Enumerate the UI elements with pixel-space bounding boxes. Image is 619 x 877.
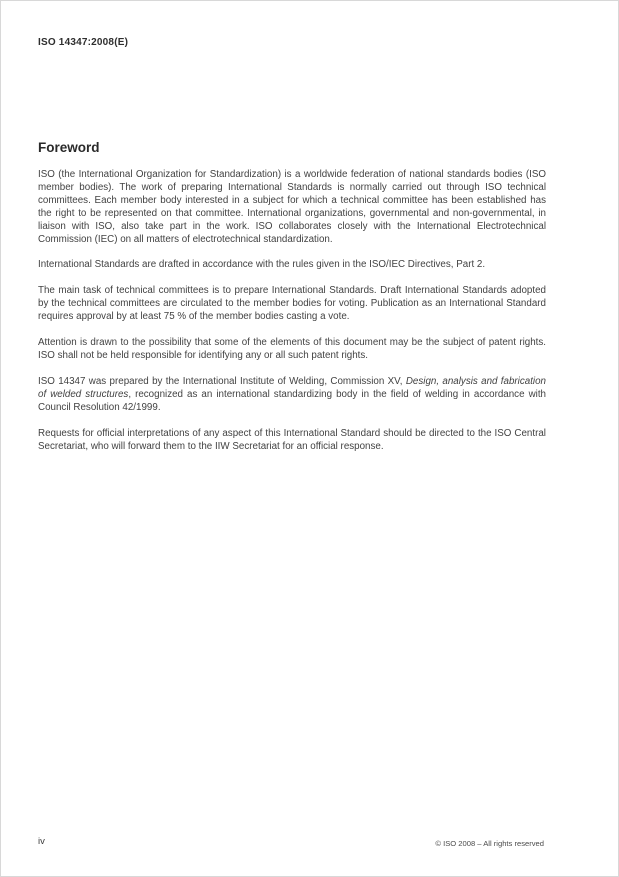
foreword-paragraph xyxy=(38,428,546,454)
document-reference-header: ISO 14347:2008(E) xyxy=(38,37,129,48)
foreword-body xyxy=(38,169,546,466)
foreword-paragraph xyxy=(38,376,546,415)
foreword-paragraph xyxy=(38,337,546,363)
copyright-notice: © ISO 2008 – All rights reserved xyxy=(435,839,544,848)
paragraph-segment: International Standards are drafted in accordance with the rules given in the ISO/IEC Directives, Part 2. xyxy=(38,259,486,271)
paragraph-segment: Requests for official interpretations of any aspect of this International Standard should be directed to the ISO Central Secretariat, who will forward them to the IIW Secretariat for an official response. xyxy=(38,427,546,452)
paragraph-segment-italic: Design, analysis and fabrication of welded structures xyxy=(38,375,546,400)
paragraph-segment: The main task of technical committees is to prepare International Standards. Draft International Standards adopted by the technical committees are circulated to the member bodies for voting. Publication as an International Standard requires approval by at least 75 % of the member bodies casting a vote. xyxy=(38,285,546,323)
paragraph-segment: ISO (the International Organization for Standardization) is a worldwide federation of national standards bodies (ISO member bodies). The work of preparing International Standards is normally carried out through ISO technical committees. Each member body interested in a subject for which a technical committee has been established has the right to be represented on that committee. International organizations, governmental and non-governmental, in liaison with ISO, also take part in the work. ISO collaborates closely with the International Electrotechnical Commission (IEC) on all matters of electrotechnical standardization. xyxy=(38,169,546,245)
foreword-heading: Foreword xyxy=(38,140,100,156)
foreword-paragraph xyxy=(38,169,546,246)
paragraph-segment: ISO 14347 was prepared by the International Institute of Welding, Commission XV, xyxy=(38,375,406,387)
paragraph-segment: , recognized as an international standardizing body in the field of welding in accordance with Council Resolution 42/1999. xyxy=(38,388,546,413)
foreword-paragraph xyxy=(38,285,546,324)
foreword-paragraph xyxy=(38,259,546,272)
paragraph-segment: Attention is drawn to the possibility that some of the elements of this document may be the subject of patent rights. ISO shall not be held responsible for identifying any or all such patent rights. xyxy=(38,337,546,361)
page-number: iv xyxy=(38,836,45,847)
